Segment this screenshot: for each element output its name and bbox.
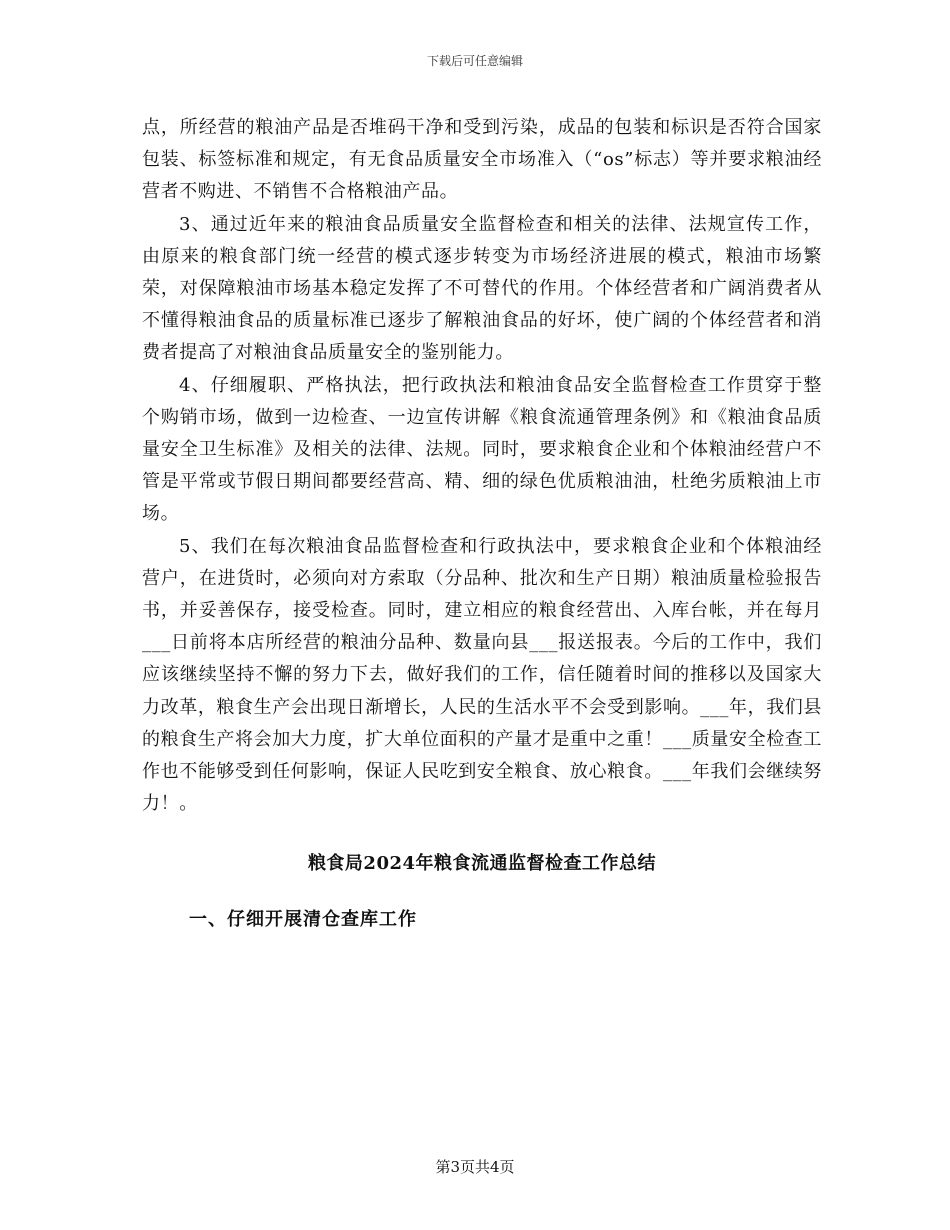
document-body: [142, 112, 822, 934]
paragraph-item-5: 5、我们在每次粮油食品监督检查和行政执法中，要求粮食企业和个体粮油经营户，在进货时，必须向对方索取（分品种、批次和生产日期）粮油质量检验报告书，并妥善保存，接受检查。同时，建立相应的粮食经营出、入库台帐，并在每月___日前将本店所经营的粮油分品种、数量向县___报送报表。今后的工作中，我们应该继续坚持不懈的努力下去，做好我们的工作，信任随着时间的推移以及国家大力改革，粮食生产会出现日渐增长，人民的生活水平不会受到影响。___年，我们县的粮食生产将会加大力度，扩大单位面积的产量才是重中之重！___质量安全检查工作也不能够受到任何影响，保证人民吃到安全粮食、放心粮食。___年我们会继续努力！。: [142, 535, 822, 815]
page-header: 下载后可任意编辑: [426, 54, 523, 68]
document-title: 粮食局2024年粮食流通监督检查工作总结: [307, 853, 657, 875]
paragraph-item-3: 3、通过近年来的粮油食品质量安全监督检查和相关的法律、法规宣传工作，由原来的粮食部门统一经营的模式逐步转变为市场经济进展的模式，粮油市场繁荣，对保障粮油市场基本稳定发挥了不可替代的作用。个体经营者和广阔消费者从不懂得粮油食品的质量标准已逐步了解粮油食品的好坏，使广阔的个体经营者和消费者提高了对粮油食品质量安全的鉴别能力。: [142, 213, 822, 364]
paragraph-continued: 点，所经营的粮油产品是否堆码干净和受到污染，成品的包装和标识是否符合国家包装、标签标准和规定，有无食品质量安全市场准入（“os”标志）等并要求粮油经营者不购进、不销售不合格粮油产品。: [142, 117, 822, 203]
page-footer: 第3页共4页: [435, 1158, 515, 1176]
section-heading: 一、仔细开展清仓查库工作: [189, 909, 417, 931]
paragraph-item-4: 4、仔细履职、严格执法，把行政执法和粮油食品安全监督检查工作贯穿于整个购销市场，做到一边检查、一边宣传讲解《粮食流通管理条例》和《粮油食品质量安全卫生标准》及相关的法律、法规。同时，要求粮食企业和个体粮油经营户不管是平常或节假日期间都要经营高、精、细的绿色优质粮油油，杜绝劣质粮油上市场。: [142, 374, 822, 525]
